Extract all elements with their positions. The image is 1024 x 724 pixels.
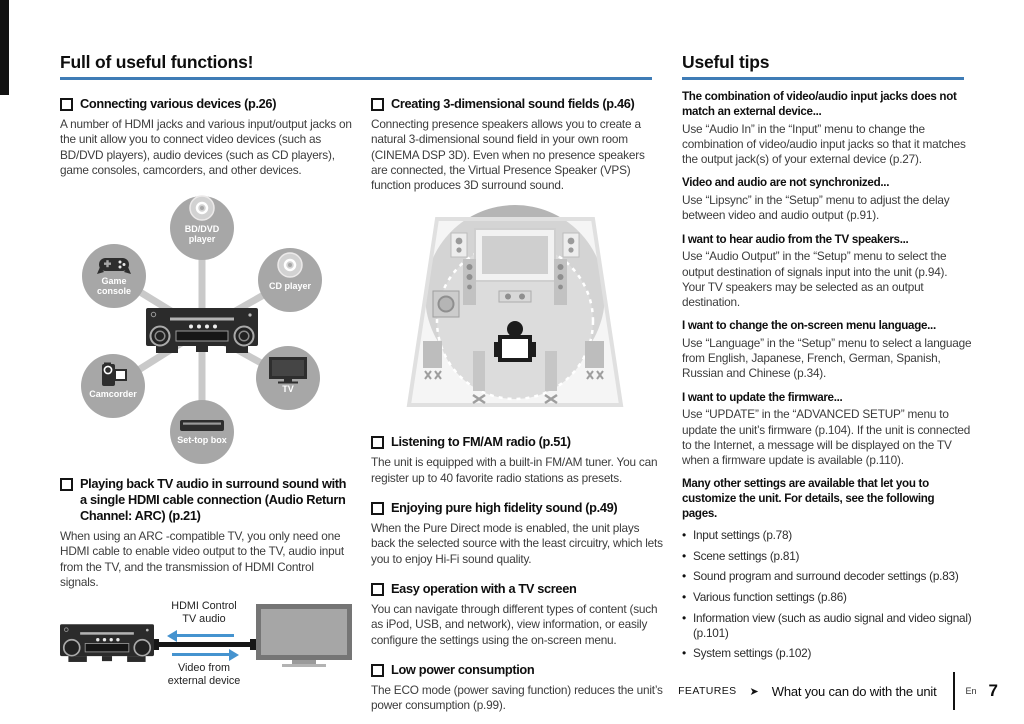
hdmi-arc-diagram [60,600,352,694]
gamepad-icon [96,255,132,277]
footer-section: FEATURES [678,685,737,697]
page-edge-mark [0,0,9,95]
column-left [60,88,352,694]
footer-language: En [965,686,977,696]
checkbox-icon [371,436,384,449]
feature-heading-text: Enjoying pure high fidelity sound (p.49) [391,500,618,516]
feature-body: You can navigate through different types of content (such as iPod, USB, and network), view information, or easily configure the settings using the on-screen menu. [371,601,658,647]
tip-heading: The combination of video/audio input jacks does not match an external device... [682,90,957,118]
footer-divider [953,672,955,710]
tip-heading: I want to update the firmware... [682,390,843,404]
feature-heading-text: Creating 3-dimensional sound fields (p.46) [391,96,635,111]
device-label: TV [282,383,294,394]
tip-heading: I want to hear audio from the TV speakers... [682,232,909,246]
feature-heading [371,500,663,516]
hdmi-label-bottom: Video from external device [167,662,241,687]
feature-heading [371,96,663,112]
arrow-icon: ➤ [749,685,759,698]
feature-body: When using an ARC -compatible TV, you only need one HDMI cable to enable video output to the TV, audio input from the TV, and the transmission of HDMI Control signals. [60,529,344,590]
tv-icon [267,356,309,384]
tip-body: Use “Audio In” in the “Input” menu to change the combination of video/audio input jacks so that it matches the output jack(s) of your external device (p.27). [682,121,966,167]
section-title-functions: Full of useful functions! [60,52,254,72]
feature-heading-text: Playing back TV audio in surround sound with a single HDMI cable connection (Audio Return Channel: ARC) (p.21) [80,476,347,524]
title-rule-right [682,77,964,80]
feature-heading-text: Listening to FM/AM radio (p.51) [391,434,571,450]
device-game-console [82,244,146,308]
feature-heading-text: Easy operation with a TV screen [391,580,577,596]
device-bd-dvd-player [170,196,234,260]
feature-body: The ECO mode (power saving function) reduces the unit’s power consumption (p.99). [371,682,663,713]
more-settings-heading: Many other settings are available that let you to customize the unit. For details, see the following pages. [682,477,935,520]
checkbox-icon [371,502,384,515]
device-label: Game console [96,276,131,297]
tip-body: Use “UPDATE” in the “ADVANCED SETUP” menu to update the unit’s firmware (p.104). If the unit is connected to the Internet, a message will be displayed on the TV when a firmware update is available (p.110). [682,407,971,468]
checkbox-icon [371,583,384,596]
page-number: 7 [988,681,998,700]
feature-body: Connecting presence speakers allows you to create a natural 3-dimensional sound field in your own room (CINEMA DSP 3D). Even when no presence speakers are connected, the Virtual Presence Speaker (VPS) function produces 3D surround sound. [371,116,645,193]
av-receiver-small [60,624,154,663]
arrow-left-icon [176,634,234,637]
tip-body: Use “Lipsync” in the “Setup” menu to adjust the delay between video and audio output (p.91). [682,193,950,223]
feature-heading [371,581,663,597]
title-rule [60,77,652,80]
tip-heading: I want to change the on-screen menu language... [682,319,936,333]
device-tv [256,346,320,410]
device-label: Camcorder [89,389,137,400]
feature-body: The unit is equipped with a built-in FM/AM tuner. You can register up to 40 favorite radio stations as presets. [371,455,658,485]
disc-icon [275,250,305,280]
av-receiver [146,308,258,354]
disc-icon [187,193,217,223]
list-item: • Various function settings (p.86) [682,590,972,605]
hdmi-label-top: HDMI Control TV audio [171,600,237,625]
feature-heading [60,96,352,112]
list-item: • Input settings (p.78) [682,528,972,543]
footer-subtitle: What you can do with the unit [771,683,937,699]
camcorder-icon [97,362,129,389]
page-footer [678,672,998,710]
checkbox-icon [60,478,73,491]
feature-heading [60,476,352,524]
device-camcorder [81,354,145,418]
list-item: • System settings (p.102) [682,646,972,661]
column-middle [371,88,663,713]
checkbox-icon [371,664,384,677]
device-set-top-box [170,400,234,464]
list-item: • Information view (such as audio signal and video signal) (p.101) [682,611,972,641]
checkbox-icon [60,98,73,111]
checkbox-icon [371,98,384,111]
section-title-tips: Useful tips [682,52,770,72]
tip-body: Use “Audio Output” in the “Setup” menu to select the output destination of signals input into the unit (p.94). Your TV speakers may be selected as an output destination. [682,249,948,309]
device-connection-diagram [60,190,352,462]
tip-heading: Video and audio are not synchronized... [682,176,890,190]
room-diagram [399,203,631,411]
feature-heading [371,434,663,450]
feature-heading-text: Low power consumption [391,661,535,677]
arrow-right-icon [172,653,230,656]
list-item: • Scene settings (p.81) [682,549,972,564]
device-label: BD/DVD player [184,224,220,245]
device-label: CD player [268,281,312,292]
feature-body: A number of HDMI jacks and various input/output jacks on the unit allow you to connect video devices (such as BD/DVD players), audio devices (such as CD players), game consoles, camcorders, and other devices. [60,116,352,177]
tv-illustration [256,604,352,670]
feature-body: When the Pure Direct mode is enabled, the unit plays back the selected source with the least circuitry, which lets you to enjoy Hi-Fi sound quality. [371,521,663,566]
column-right [682,88,972,667]
hdmi-cable [154,642,256,647]
feature-heading-text: Connecting various devices (p.26) [80,96,277,111]
device-cd-player [258,248,322,312]
set-top-box-icon [178,417,226,434]
tip-body: Use “Language” in the “Setup” menu to select a language from English, Japanese, French, German, Spanish, Russian and Chinese (p.34). [682,335,972,381]
device-label: Set-top box [177,434,227,445]
feature-heading [371,662,663,678]
list-item: • Sound program and surround decoder settings (p.83) [682,569,972,584]
